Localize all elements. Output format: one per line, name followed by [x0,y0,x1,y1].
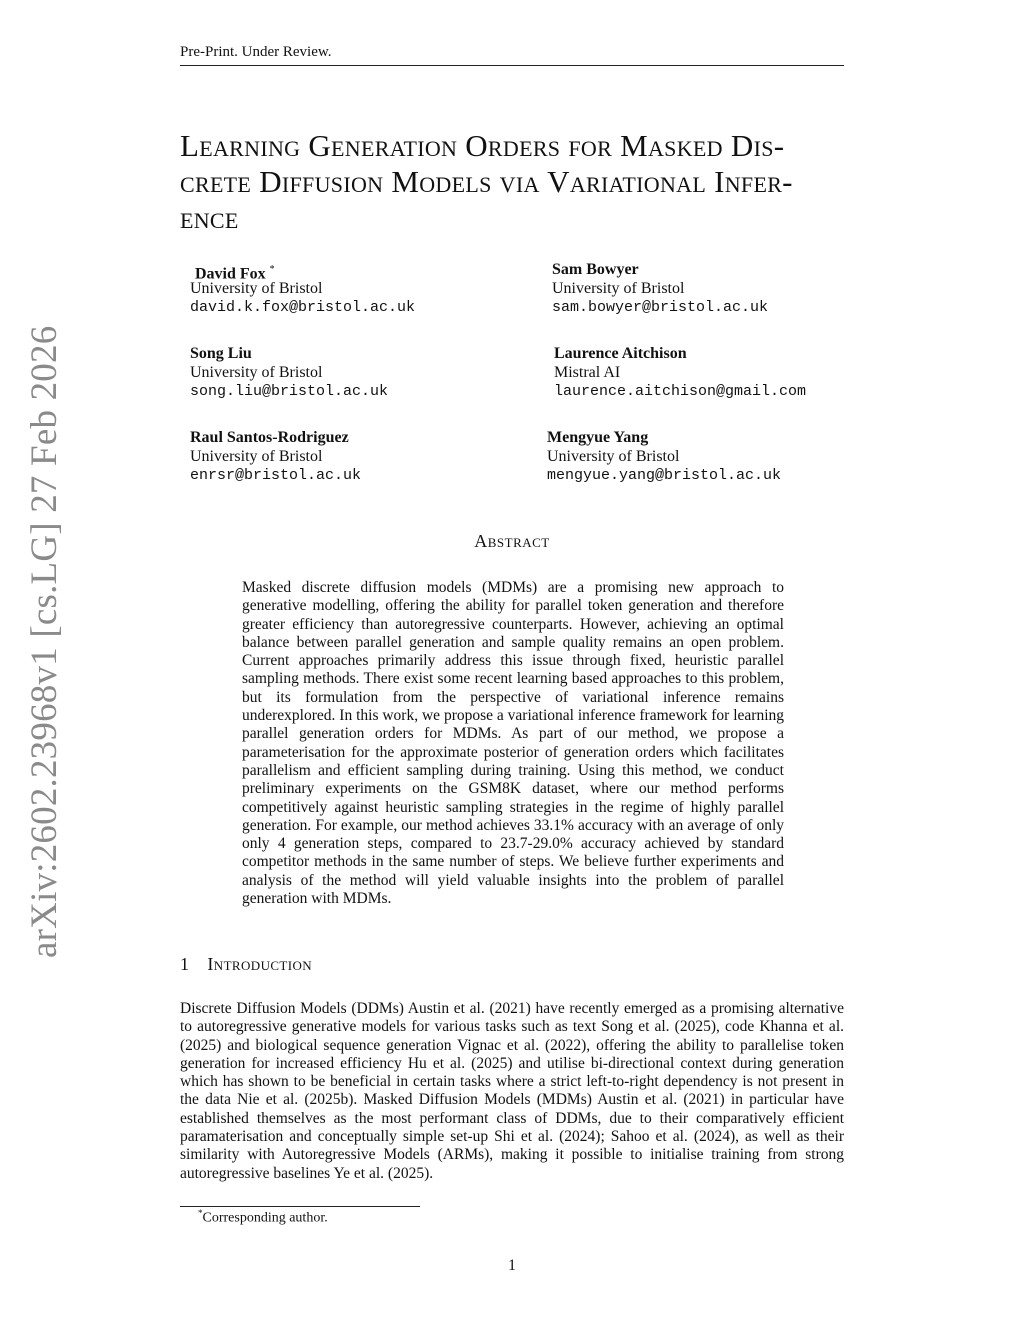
arxiv-identifier: arXiv:2602.23968v1 [cs.LG] 27 Feb 2026 [24,325,65,958]
section-title: Introduction [207,954,313,974]
author-affiliation: University of Bristol [547,448,680,465]
section-heading [180,954,312,975]
author-email: laurence.aitchison@gmail.com [554,383,807,400]
title-line: ence [180,200,239,235]
author-name: Raul Santos-Rodriguez [190,429,349,446]
author-affiliation: Mistral AI [554,364,621,381]
author-email: sam.bowyer@bristol.ac.uk [552,299,769,316]
paper-title [180,128,850,236]
introduction-body: Discrete Diffusion Models (DDMs) Austin et al. (2021) have recently emerged as a promising alternative to autoregressive generative models for various tasks such as text Song et al. (2025), code Khanna et al. (2025) and biological sequence generation Vignac et al. (2022), offering the ability to parallelise token generation for increased efficiency Hu et al. (2025) and utilise bi-directional context during generation which has shown to be beneficial in certain tasks where a strict left-to-right dependency is not present in the data Nie et al. (2025b). Masked Diffusion Models (MDMs) Austin et al. (2021) in particular have established themselves as the most performant class of DDMs, due to their comparatively efficient paramaterisation and conceptually simple set-up Shi et al. (2024); Sahoo et al. (2024), as well as their similarity with Autoregressive Models (ARMs), making it possible to initialise training from strong autoregressive baselines Ye et al. (2025). [180,1000,844,1182]
author-affiliation: University of Bristol [190,364,323,381]
header-rule [180,65,844,66]
author-block [190,428,510,485]
author-affiliation: University of Bristol [552,280,685,297]
author-block [547,428,867,485]
abstract-body: Masked discrete diffusion models (MDMs) are a promising new approach to generative modelling, offering the ability for parallel token generation and therefore greater efficiency than autoregressive counterparts. However, achieving an optimal balance between parallel generation and sample quality remains an open problem. Current approaches primarily address this issue through fixed, heuristic parallel sampling methods. There exist some recent learning based approaches to this problem, but its formulation from the perspective of variational inference remains underexplored. In this work, we propose a variational inference framework for learning parallel generation orders for MDMs. As part of our method, we propose a parameterisation for the approximate posterior of generation orders which facilitates parallelism and efficient sampling during training. Using this method, we conduct preliminary experiments on the GSM8K dataset, where our method performs competitively against heuristic sampling strategies in the regime of highly parallel generation. For example, our method achieves 33.1% accuracy with an average of only only 4 generation steps, compared to 23.7-29.0% accuracy achieved by standard competitor methods in the same number of steps. We believe further experiments and analysis of the method will yield valuable insights into the problem of parallel generation with MDMs. [242,579,784,908]
author-email: song.liu@bristol.ac.uk [190,383,389,400]
author-name: Song Liu [190,345,252,362]
author-block [552,260,872,317]
footnote [198,1208,328,1227]
author-block [190,344,510,401]
author-details [190,279,510,317]
abstract-heading: Abstract [474,531,550,551]
author-name: Laurence Aitchison [554,345,687,362]
section-number: 1 [180,954,190,974]
title-line: Learning Generation Orders for Masked Dis- [180,128,785,163]
footnote-mark: * [269,264,275,275]
footnote-text: Corresponding author. [202,1210,328,1226]
author-email: david.k.fox@bristol.ac.uk [190,299,416,316]
title-line: crete Diffusion Models via Variational Infer- [180,164,793,199]
footnote-mark: * [198,1208,203,1218]
author-affiliation: University of Bristol [190,280,323,297]
author-email: enrsr@bristol.ac.uk [190,467,362,484]
author-name: David Fox * [195,264,275,283]
footnote-rule [180,1206,420,1207]
author-name: Mengyue Yang [547,429,649,446]
page-number: 1 [508,1257,516,1274]
author-name: Sam Bowyer [552,261,639,278]
author-email: mengyue.yang@bristol.ac.uk [547,467,782,484]
running-header: Pre-Print. Under Review. [180,44,332,60]
author-affiliation: University of Bristol [190,448,323,465]
author-block [554,344,874,401]
